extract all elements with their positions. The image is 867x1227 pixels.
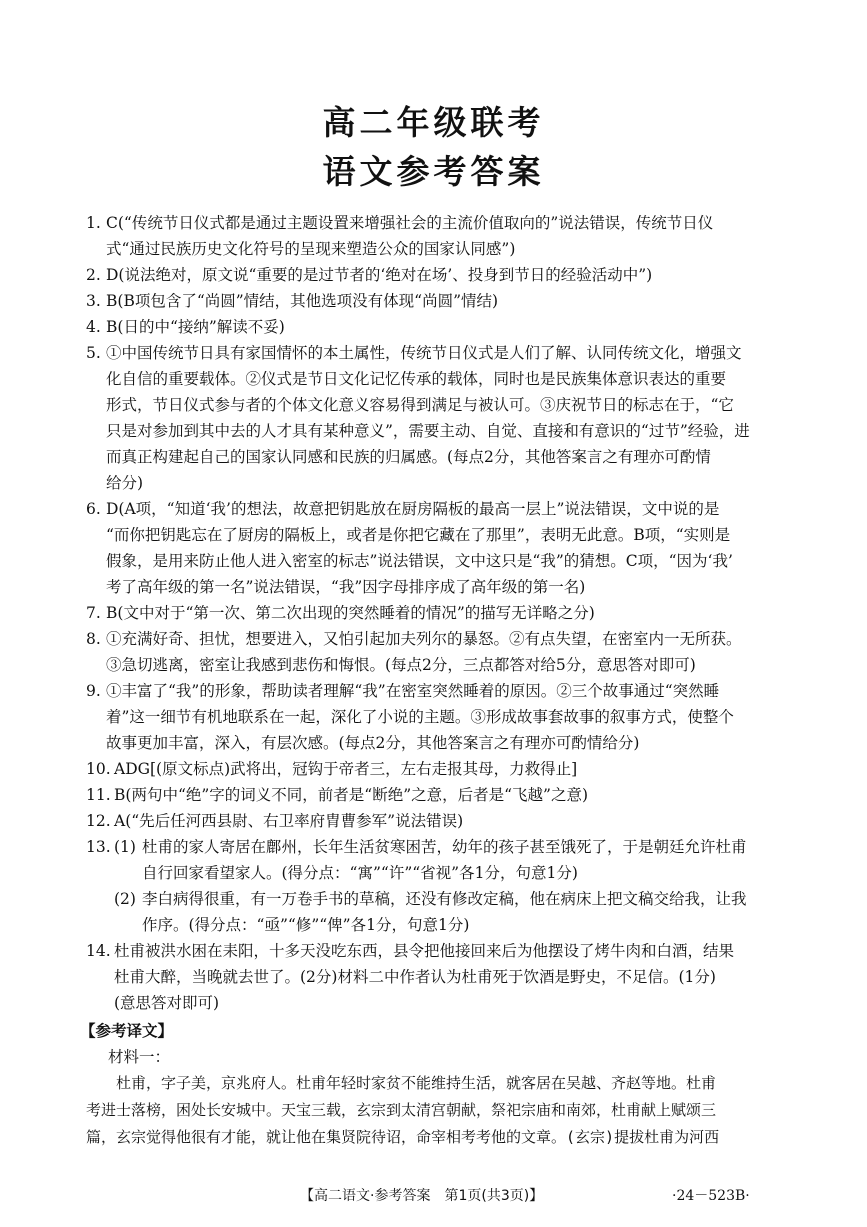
material-label: 材料一： (108, 1048, 171, 1066)
answer-item (86, 340, 786, 496)
answer-13-part2 (114, 886, 786, 938)
text-line: (意思答对即可) (114, 994, 220, 1012)
answer-item (86, 288, 786, 314)
answer-item-14 (86, 938, 786, 1016)
translation-heading: 【参考译文】 (80, 1022, 174, 1040)
text-line: B(日的中“接纳”解读不妥) (106, 318, 285, 336)
answer-list (86, 210, 786, 834)
translation-line: 杜甫，字子美，京兆府人。杜甫年轻时家贫不能维持生活，就客居在吴越、齐赵等地。杜甫 (116, 1074, 717, 1092)
text-line: 假象，是用来防止他人进入密室的标志”说法错误，文中这只是“我”的猜想。C项，“因为‘我’ (106, 552, 733, 570)
answer-item (86, 756, 786, 782)
exam-title: 高二年级联考 (322, 103, 545, 142)
answer-number: 4. (86, 318, 101, 336)
answer-body (80, 210, 786, 1151)
text-line: 李白病得很重，有一万卷手书的草稿，还没有修改定稿，他在病床上把文稿交给我，让我 (142, 890, 747, 908)
answer-item (86, 782, 786, 808)
text-line: D(说法绝对，原文说“重要的是过节者的‘绝对在场’、投身到节日的经验活动中”) (106, 266, 653, 284)
answer-number: 5. (86, 344, 101, 362)
text-line: ①中国传统节日具有家国情怀的本土属性，传统节日仪式是人们了解、认同传统文化，增强文 (106, 344, 742, 362)
answer-item-13 (86, 834, 786, 938)
footer-page-info: 【高二语文·参考答案 第1页(共3页)】 (300, 1188, 544, 1204)
text-line: ①丰富了“我”的形象，帮助读者理解“我”在密室突然睡着的原因。②三个故事通过“突然睡 (106, 682, 720, 700)
text-line: ①充满好奇、担忧，想要进入，又怕引起加夫列尔的暴怒。②有点失望，在密室内一无所获。 (106, 630, 742, 648)
text-line: B(B项包含了“尚圆”情结，其他选项没有体现“尚圆”情结) (106, 292, 499, 310)
text-line: 杜甫被洪水困在耒阳，十多天没吃东西，县令把他接回来后为他摆设了烤牛肉和白酒，结果 (114, 942, 735, 960)
answer-item (86, 600, 786, 626)
text-line: B(文中对于“第一次、第二次出现的突然睡着的情况”的描写无详略之分) (106, 604, 595, 622)
text-line: 形式，节日仪式参与者的个体文化意义容易得到满足与被认可。③庆祝节日的标志在于，“它 (106, 396, 734, 414)
text-line: 杜甫大醉，当晚就去世了。(2分)材料二中作者认为杜甫死于饮酒是野史，不足信。(1分) (114, 968, 716, 986)
answer-13-part1 (114, 834, 786, 886)
text-line: 化自信的重要载体。②仪式是节日文化记忆传承的载体，同时也是民族集体意识表达的重要 (106, 370, 727, 388)
footer-code: ·24－523B· (672, 1188, 750, 1204)
text-line: 作序。(得分点：“亟”“修”“俾”各1分，句意1分) (142, 916, 470, 934)
answer-number: 8. (86, 630, 101, 648)
text-line: 式“通过民族历史文化符号的呈现来塑造公众的国家认同感”) (106, 240, 516, 258)
answer-number: 1. (86, 214, 101, 232)
answer-number: 3. (86, 292, 101, 310)
text-line: 故事更加丰富，深入，有层次感。(每点2分，其他答案言之有理亦可酌情给分) (106, 734, 640, 752)
text-line: ADG[(原文标点)武将出，冠钩于帝者三，左右走报其母，力救得止] (114, 760, 578, 778)
text-line: 给分) (106, 474, 144, 492)
answer-item (86, 678, 786, 756)
text-line: 自行回家看望家人。(得分点：“寓”“许”“省视”各1分，句意1分) (142, 864, 578, 882)
answer-number: 9. (86, 682, 101, 700)
text-line: C(“传统节日仪式都是通过主题设置来增强社会的主流价值取向的”说法错误，传统节日仪 (106, 214, 714, 232)
answer-number: 6. (86, 500, 101, 518)
subpart-number: (1) (114, 838, 136, 856)
text-line: 只是对参加到其中去的人才具有某种意义”，需要主动、自觉、直接和有意识的“过节”经验，进 (106, 422, 750, 440)
text-line: B(两句中“绝”字的词义不同，前者是“断绝”之意，后者是“飞越”之意) (114, 786, 589, 804)
answer-number: 7. (86, 604, 101, 622)
text-line: 考了高年级的第一名”说法错误，“我”因字母排序成了高年级的第一名) (106, 578, 586, 596)
answer-number: 12. (86, 812, 111, 830)
answer-item (86, 496, 786, 600)
answer-item (86, 626, 786, 678)
answer-item (86, 808, 786, 834)
answer-number: 13. (86, 838, 111, 856)
translation-text (86, 1070, 786, 1151)
text-line: A(“先后任河西县尉、右卫率府胄曹参军”说法错误) (114, 812, 464, 830)
subpart-number: (2) (114, 890, 136, 908)
text-line: 着”这一细节有机地联系在一起，深化了小说的主题。③形成故事套故事的叙事方式，使整个 (106, 708, 734, 726)
answer-number: 11. (86, 786, 111, 804)
answer-item (86, 210, 786, 262)
answer-item (86, 314, 786, 340)
translation-line: 考进士落榜，困处长安城中。天宝三载，玄宗到太清宫朝献，祭祀宗庙和南郊，杜甫献上赋颂三 (86, 1101, 717, 1119)
text-line: “而你把钥匙忘在了厨房的隔板上，或者是你把它藏在了那里”，表明无此意。B项，“实则是 (106, 526, 731, 544)
translation-line: 篇，玄宗觉得他很有才能，就让他在集贤院待诏，命宰相考考他的文章。(玄宗)提拔杜甫为河西 (86, 1128, 720, 1146)
text-line: ③急切逃离，密室让我感到悲伤和悔恨。(每点2分，三点都答对给5分，意思答对即可) (106, 656, 696, 674)
answer-key-title: 语文参考答案 (322, 152, 545, 191)
answer-number: 2. (86, 266, 101, 284)
text-line: 杜甫的家人寄居在鄜州，长年生活贫寒困苦，幼年的孩子甚至饿死了，于是朝廷允许杜甫 (142, 838, 747, 856)
text-line: 而真正构建起自己的国家认同感和民族的归属感。(每点2分，其他答案言之有理亦可酌情 (106, 448, 711, 466)
answer-number: 10. (86, 760, 111, 778)
text-line: D(A项，“知道‘我’的想法，故意把钥匙放在厨房隔板的最高一层上”说法错误，文中说的是 (106, 500, 720, 518)
answer-number: 14. (86, 942, 111, 960)
answer-item (86, 262, 786, 288)
